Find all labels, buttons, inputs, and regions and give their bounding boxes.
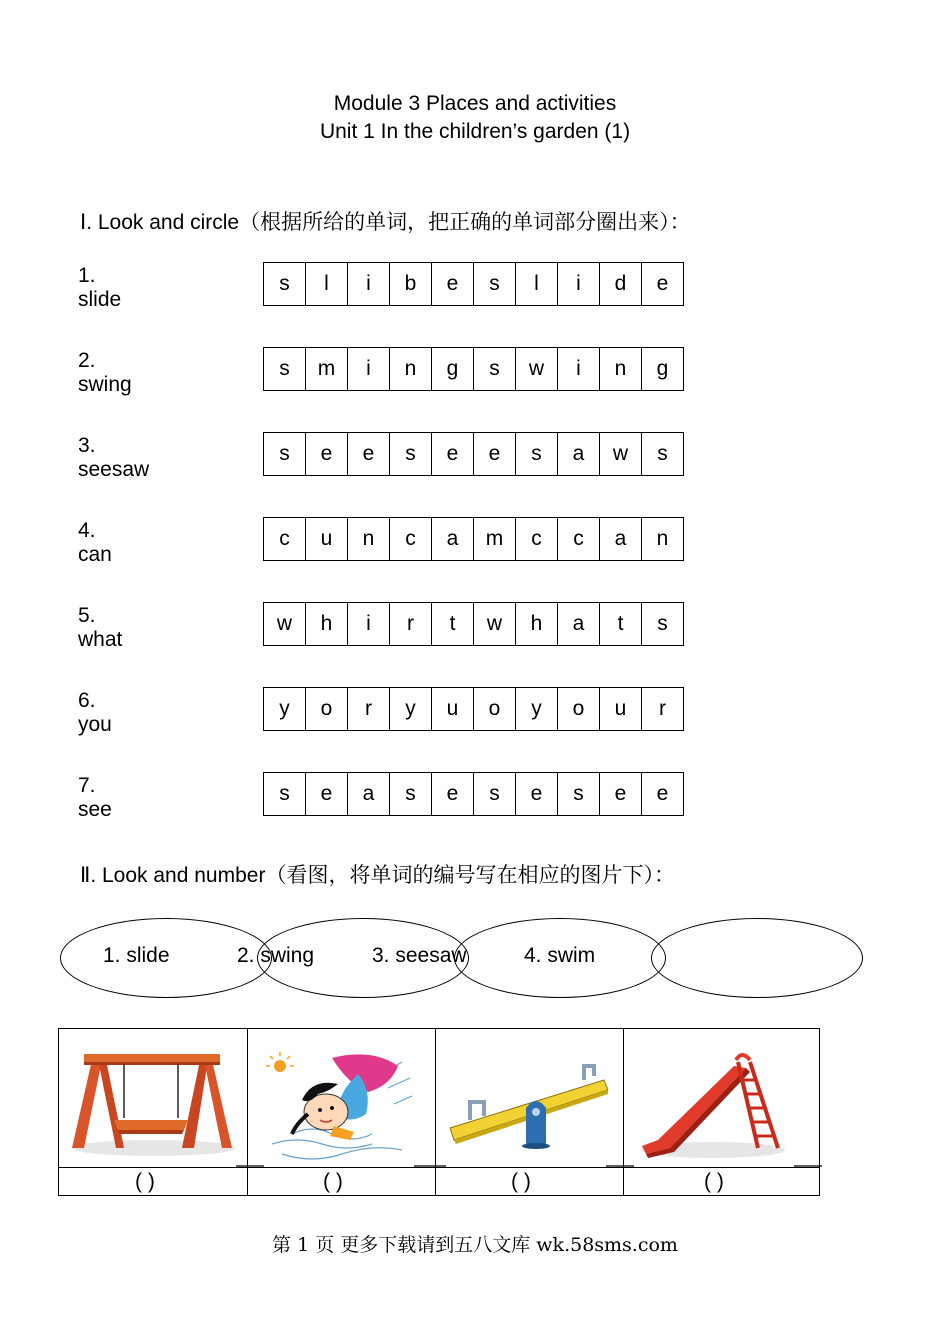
letter-cell[interactable]: e — [431, 433, 473, 475]
letter-cell[interactable]: y — [515, 688, 557, 730]
seesaw-picture — [444, 1058, 612, 1150]
unit-title: Unit 1 In the children’s garden (1) — [319, 120, 631, 143]
circle-item-word: 7. see — [78, 774, 112, 821]
letter-cell[interactable]: t — [431, 603, 473, 645]
letter-cell[interactable]: n — [641, 518, 683, 560]
letter-cell[interactable]: a — [347, 773, 389, 815]
option-swing: 2. swing — [237, 944, 315, 967]
letter-cell[interactable]: u — [599, 688, 641, 730]
letter-cell[interactable]: s — [279, 272, 290, 295]
letter-cell[interactable]: s — [279, 442, 290, 465]
letter-cell[interactable]: e — [473, 433, 515, 475]
module-title: Module 3 Places and activities — [333, 92, 617, 115]
circle-item-word: 1. slide — [78, 264, 122, 311]
circle-item-word: 4. can — [78, 519, 112, 566]
letter-cell[interactable]: d — [599, 263, 641, 305]
letter-cell[interactable]: o — [473, 688, 515, 730]
letter-cell[interactable]: w — [276, 612, 293, 635]
letter-cell[interactable]: h — [305, 603, 347, 645]
option-swim: 4. swim — [524, 944, 596, 967]
letter-cell[interactable]: e — [641, 263, 683, 305]
letter-cell[interactable]: g — [431, 348, 473, 390]
letter-cell[interactable]: m — [473, 518, 515, 560]
letter-cell[interactable]: e — [347, 433, 389, 475]
letter-cell[interactable]: s — [473, 773, 515, 815]
letter-cell[interactable]: a — [557, 603, 599, 645]
letter-cell[interactable]: r — [347, 688, 389, 730]
letter-cell[interactable]: e — [305, 433, 347, 475]
letter-cell[interactable]: s — [279, 782, 290, 805]
letter-cell[interactable]: b — [389, 263, 431, 305]
letter-cell[interactable]: u — [305, 518, 347, 560]
letter-cell[interactable]: g — [641, 348, 683, 390]
circle-item-word: 2. swing — [78, 349, 132, 396]
letter-cell[interactable]: a — [599, 518, 641, 560]
letter-cell[interactable]: w — [599, 433, 641, 475]
letter-cell[interactable]: r — [641, 688, 683, 730]
letter-cell[interactable]: s — [641, 433, 683, 475]
option-slide: 1. slide — [103, 944, 170, 967]
letter-cell[interactable]: s — [557, 773, 599, 815]
option-seesaw: 3. seesaw — [372, 944, 467, 967]
letter-cell[interactable]: a — [431, 518, 473, 560]
letter-cell[interactable]: i — [557, 263, 599, 305]
letter-cell[interactable]: l — [305, 263, 347, 305]
slide-picture — [638, 1050, 788, 1162]
letter-cell[interactable]: m — [305, 348, 347, 390]
letter-cell[interactable]: e — [431, 263, 473, 305]
section1-instruction: Ⅰ. Look and circle（根据所给的单词，把正确的单词部分圈出来）： — [80, 211, 691, 234]
letter-cell[interactable]: e — [515, 773, 557, 815]
swing-picture — [64, 1048, 242, 1160]
letter-cell[interactable]: c — [389, 518, 431, 560]
letter-cell[interactable]: s — [641, 603, 683, 645]
letter-grid — [263, 517, 684, 561]
letter-cell[interactable]: e — [431, 773, 473, 815]
letter-cell[interactable]: e — [305, 773, 347, 815]
letter-cell[interactable]: s — [279, 357, 290, 380]
letter-cell[interactable]: a — [557, 433, 599, 475]
page-footer: 第 1 页 更多下载请到五八文库 wk.58sms.com — [272, 1234, 678, 1256]
option-ellipse-empty — [651, 918, 863, 998]
letter-cell[interactable]: w — [515, 348, 557, 390]
letter-grid — [263, 432, 684, 476]
letter-cell[interactable]: i — [347, 263, 389, 305]
letter-cell[interactable]: y — [279, 697, 290, 720]
letter-cell[interactable]: y — [389, 688, 431, 730]
letter-cell[interactable]: c — [515, 518, 557, 560]
answer-blank[interactable]: ( ) — [704, 1170, 724, 1193]
letter-cell[interactable]: s — [473, 263, 515, 305]
letter-cell[interactable]: o — [557, 688, 599, 730]
letter-cell[interactable]: i — [347, 348, 389, 390]
letter-cell[interactable]: s — [389, 773, 431, 815]
letter-cell[interactable]: i — [347, 603, 389, 645]
letter-cell[interactable]: e — [599, 773, 641, 815]
letter-cell[interactable]: s — [389, 433, 431, 475]
letter-cell[interactable]: u — [431, 688, 473, 730]
swimming-girl-picture — [262, 1044, 418, 1168]
section2-instruction: Ⅱ. Look and number（看图，将单词的编号写在相应的图片下）： — [80, 864, 675, 887]
letter-cell[interactable]: n — [599, 348, 641, 390]
letter-grid — [263, 262, 684, 306]
letter-cell[interactable]: i — [557, 348, 599, 390]
letter-cell[interactable]: h — [515, 603, 557, 645]
letter-grid — [263, 347, 684, 391]
picture-divider-marks — [236, 1164, 826, 1168]
letter-cell[interactable]: c — [279, 527, 290, 550]
answer-blank[interactable]: ( ) — [135, 1170, 155, 1193]
letter-cell[interactable]: n — [389, 348, 431, 390]
circle-item-word: 3. seesaw — [78, 434, 150, 481]
letter-cell[interactable]: w — [473, 603, 515, 645]
circle-item-word: 5. what — [78, 604, 123, 651]
letter-grid — [263, 602, 684, 646]
letter-cell[interactable]: s — [515, 433, 557, 475]
letter-cell[interactable]: t — [599, 603, 641, 645]
letter-grid — [263, 772, 684, 816]
letter-cell[interactable]: s — [473, 348, 515, 390]
letter-cell[interactable]: r — [389, 603, 431, 645]
letter-cell[interactable]: e — [641, 773, 683, 815]
circle-item-word: 6. you — [78, 689, 112, 736]
letter-cell[interactable]: n — [347, 518, 389, 560]
letter-grid — [263, 687, 684, 731]
answer-blank[interactable]: ( ) — [323, 1170, 343, 1193]
letter-cell[interactable]: l — [515, 263, 557, 305]
answer-blank[interactable]: ( ) — [511, 1170, 531, 1193]
letter-cell[interactable]: o — [305, 688, 347, 730]
letter-cell[interactable]: c — [557, 518, 599, 560]
